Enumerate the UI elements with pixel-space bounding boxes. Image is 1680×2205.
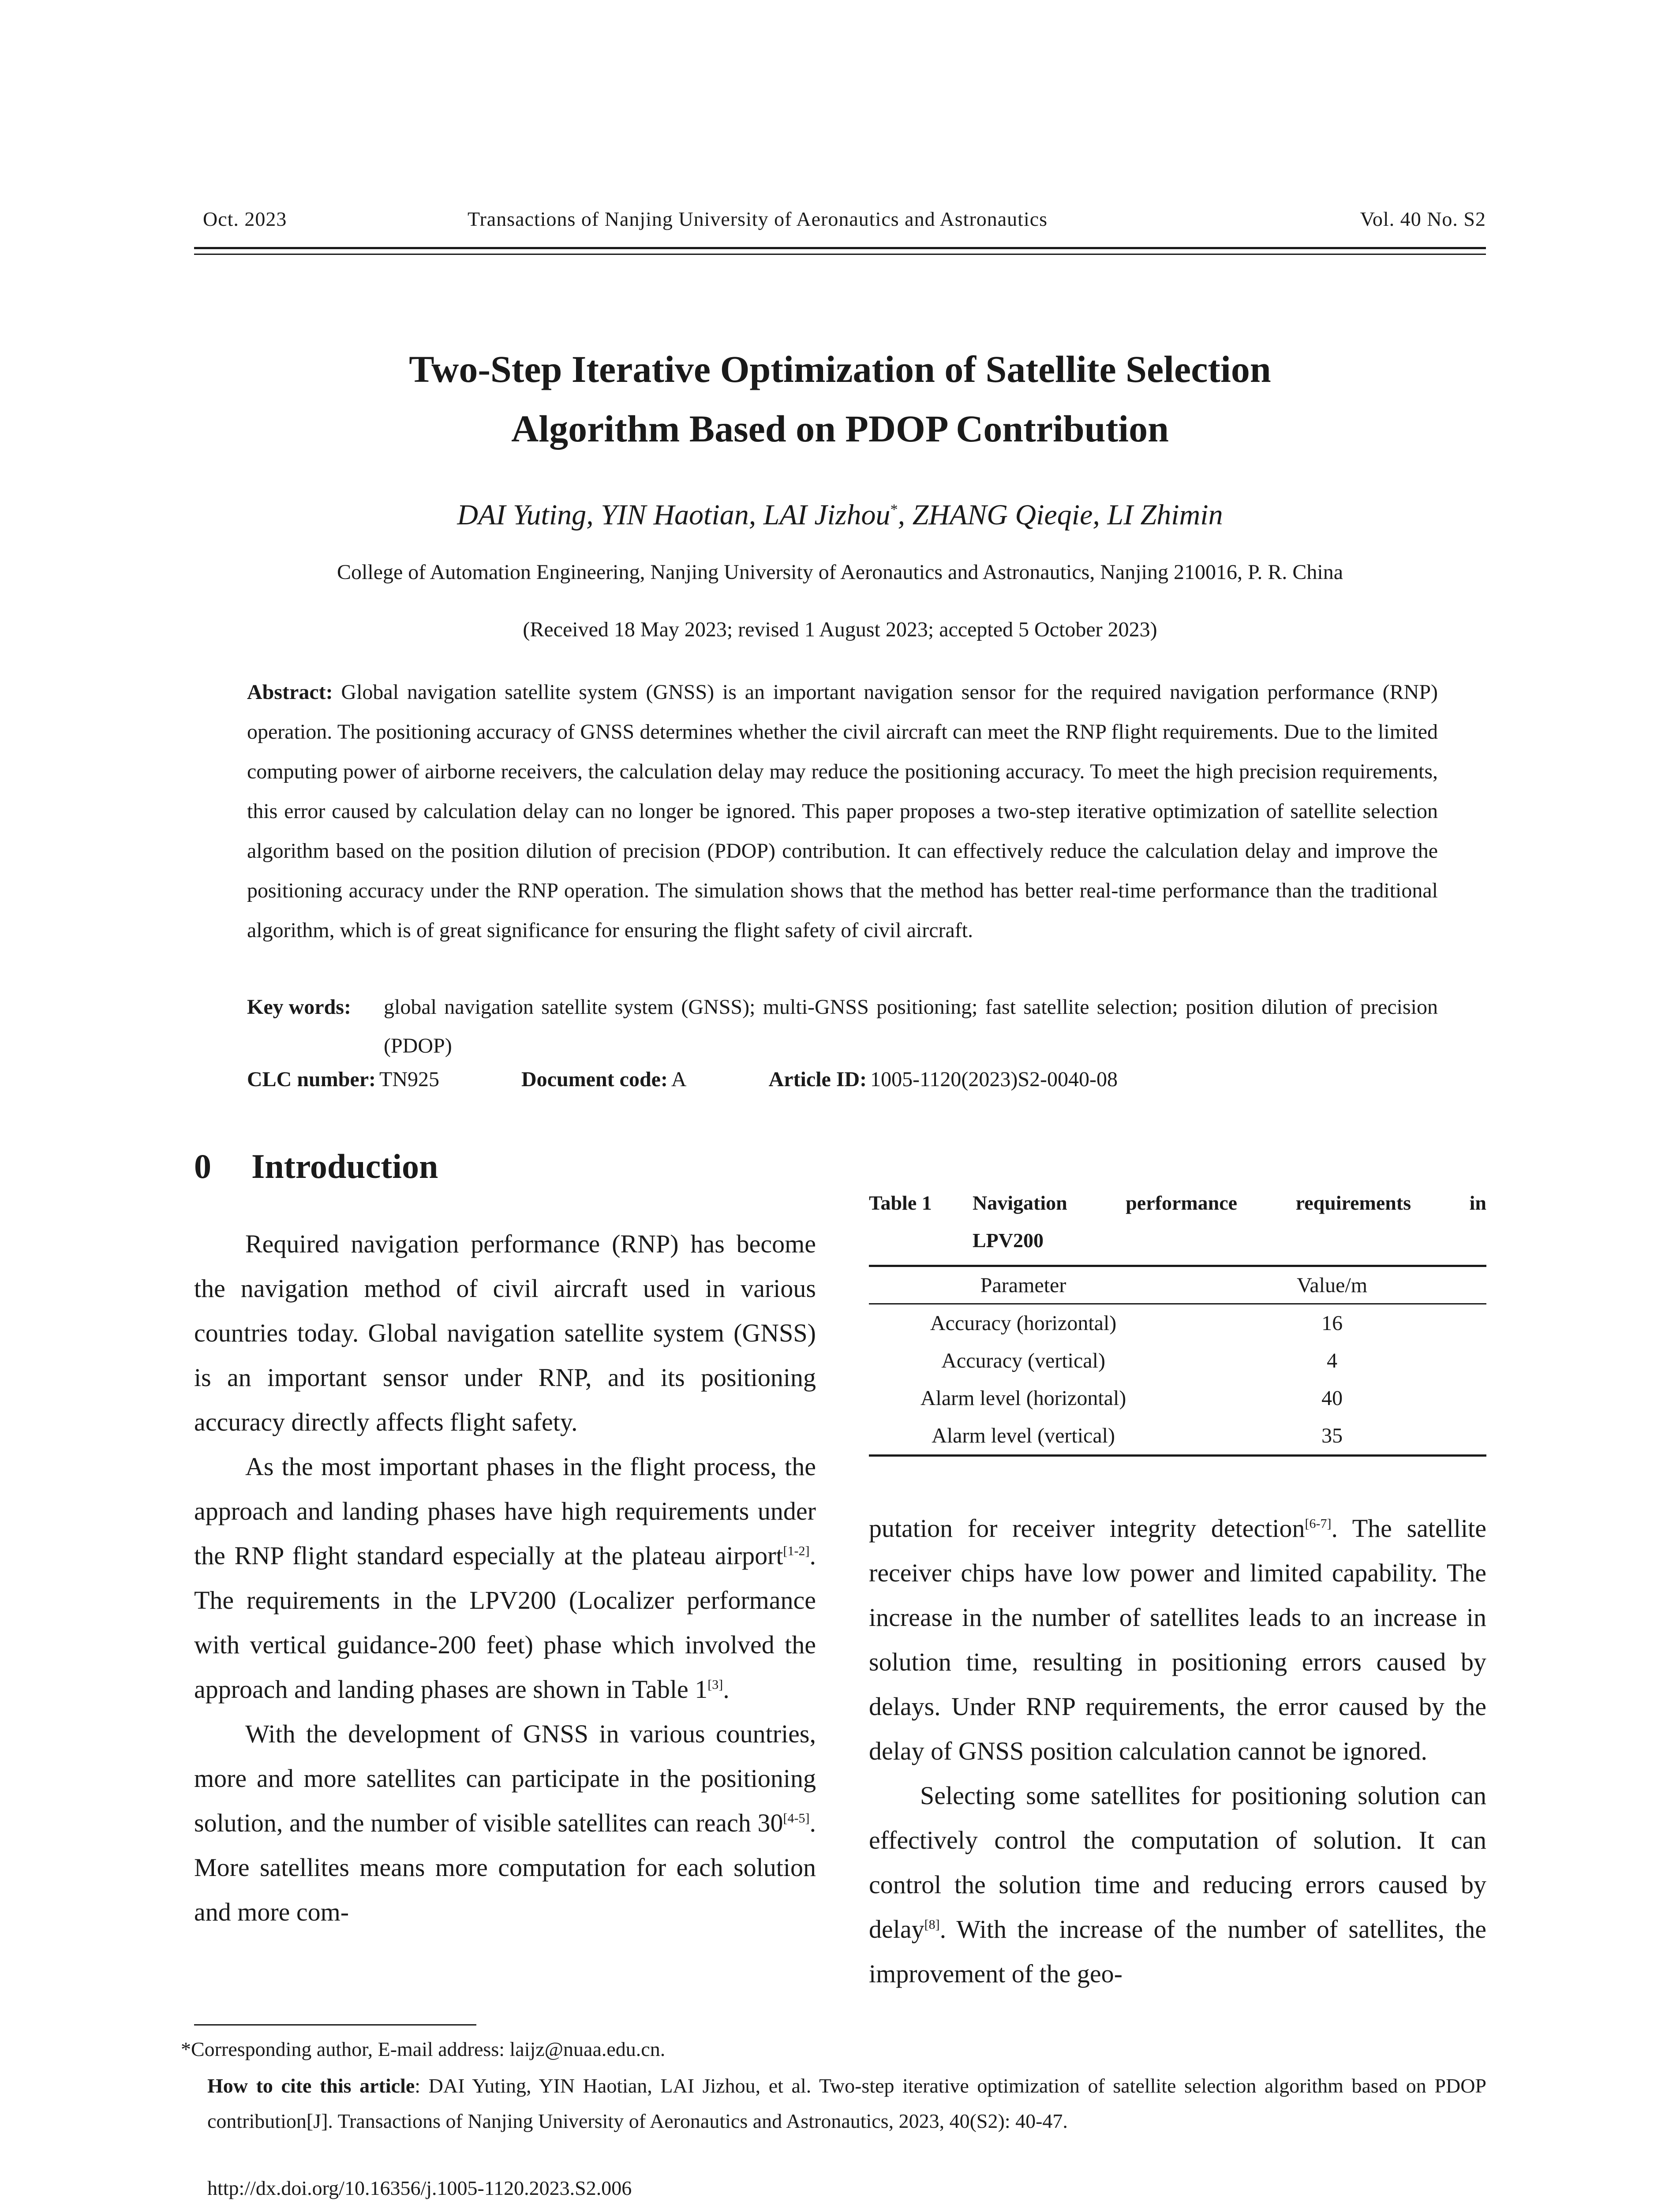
author-2: YIN Haotian bbox=[601, 499, 749, 531]
clc-label: CLC number: bbox=[247, 1068, 376, 1091]
abstract-label: Abstract: bbox=[247, 680, 333, 704]
paper-title bbox=[194, 340, 1486, 459]
table-row bbox=[869, 1379, 1486, 1417]
keywords bbox=[247, 988, 1438, 1065]
citation-ref: [1-2] bbox=[783, 1544, 810, 1558]
table-label: Table 1 bbox=[869, 1192, 932, 1214]
paragraph-continued: putation for receiver integrity detection[6-7]. The satellite receiver chips have low power and limited capability. The increase in the number of satellites leads to an increase in solution time, resulting in positioning errors caused by delays. Under RNP requirements, the error caused by the delay of GNSS position calculation cannot be ignored. bbox=[869, 1514, 1486, 1765]
article-id-value: 1005-1120(2023)S2-0040-08 bbox=[870, 1068, 1118, 1091]
right-column bbox=[869, 1506, 1486, 1996]
citation-ref: [4-5] bbox=[783, 1811, 810, 1826]
header-volume: Vol. 40 No. S2 bbox=[1360, 208, 1486, 230]
author-separator: , bbox=[586, 499, 601, 531]
author-3: LAI Jizhou bbox=[763, 499, 891, 531]
cell-value: 4 bbox=[1327, 1349, 1338, 1372]
author-4: ZHANG Qieqie bbox=[912, 499, 1093, 531]
citation-label: How to cite this article bbox=[207, 2074, 415, 2097]
table-row bbox=[869, 1417, 1486, 1456]
article-id-label: Article ID: bbox=[768, 1068, 867, 1091]
author-list bbox=[194, 498, 1486, 532]
column-header-value: Value/m bbox=[1178, 1266, 1486, 1304]
citation-ref: [3] bbox=[707, 1677, 723, 1692]
received-dates: (Received 18 May 2023; revised 1 August 2023; accepted 5 October 2023) bbox=[523, 618, 1157, 641]
header-rule-thick bbox=[194, 247, 1486, 249]
abstract bbox=[247, 673, 1438, 950]
citation-text: : DAI Yuting, YIN Haotian, LAI Jizhou, et al. Two-step iterative optimization of satellite selection algorithm based on PDOP contribution[J]. Transactions of Nanjing University of Aeronautics and Astronautics, 2023, 40(S2): 40-47. bbox=[207, 2074, 1486, 2132]
classification-row bbox=[247, 1067, 1438, 1091]
table-header-row bbox=[869, 1266, 1486, 1304]
header-journal: Transactions of Nanjing University of Aeronautics and Astronautics bbox=[468, 208, 1048, 230]
corresponding-mark: * bbox=[890, 501, 898, 518]
author-1: DAI Yuting bbox=[457, 499, 587, 531]
footnote-rule bbox=[194, 2024, 476, 2026]
paragraph: As the most important phases in the flight process, the approach and landing phases have high requirements under the RNP flight standard especially at the plateau airport[1-2]. The requirements in the LPV200 (Localizer performance with vertical guidance-200 feet) phase which involved the approach and landing phases are shown in Table 1[3]. bbox=[194, 1452, 816, 1704]
cell-parameter: Alarm level (horizontal) bbox=[920, 1387, 1126, 1410]
paragraph: With the development of GNSS in various countries, more and more satellites can participate in the positioning solution, and the number of visible satellites can reach 30[4-5]. More satellites means more computation for each solution and more com- bbox=[194, 1719, 816, 1926]
left-column bbox=[194, 1222, 816, 1934]
author-5: LI Zhimin bbox=[1107, 499, 1223, 531]
section-number: 0 bbox=[194, 1147, 211, 1185]
caption-line-1: Navigation performance requirements in bbox=[973, 1192, 1486, 1214]
cell-parameter: Accuracy (vertical) bbox=[941, 1349, 1105, 1372]
corresponding-author-note: *Corresponding author, E-mail address: laijz@nuaa.edu.cn. bbox=[181, 2038, 666, 2060]
citation-ref: [6-7] bbox=[1305, 1516, 1332, 1531]
caption-line-2: LPV200 bbox=[973, 1229, 1044, 1252]
keywords-text: global navigation satellite system (GNSS); multi-GNSS positioning; fast satellite selection; position dilution of precision (PDOP) bbox=[384, 995, 1438, 1058]
document-code-label: Document code: bbox=[521, 1068, 668, 1091]
requirements-table bbox=[869, 1265, 1486, 1457]
title-line-1: Two-Step Iterative Optimization of Satellite Selection bbox=[409, 348, 1271, 390]
section-heading bbox=[194, 1147, 438, 1186]
table-row bbox=[869, 1304, 1486, 1342]
citation-note bbox=[207, 2068, 1486, 2139]
section-title: Introduction bbox=[251, 1147, 438, 1185]
header-date: Oct. 2023 bbox=[203, 208, 287, 230]
document-code-value: A bbox=[671, 1068, 687, 1091]
title-line-2: Algorithm Based on PDOP Contribution bbox=[511, 407, 1169, 450]
paragraph: Required navigation performance (RNP) has become the navigation method of civil aircraft used in various countries today. Global navigation satellite system (GNSS) is an important sensor under RNP, and its positioning accuracy directly affects flight safety. bbox=[194, 1230, 816, 1436]
keywords-label: Key words: bbox=[247, 995, 351, 1019]
cell-value: 35 bbox=[1178, 1417, 1486, 1456]
citation-ref: [8] bbox=[924, 1917, 940, 1932]
affiliation: College of Automation Engineering, Nanjing University of Aeronautics and Astronautics, Nanjing 210016, P. R. China bbox=[337, 561, 1343, 584]
cell-parameter: Alarm level (vertical) bbox=[869, 1417, 1178, 1456]
author-separator: , bbox=[898, 499, 913, 531]
header-rule-thin bbox=[194, 254, 1486, 255]
author-separator: , bbox=[1093, 499, 1108, 531]
table-row bbox=[869, 1342, 1486, 1379]
abstract-text: Global navigation satellite system (GNSS) is an important navigation sensor for the required navigation performance (RNP) operation. The positioning accuracy of GNSS determines whether the civil aircraft can meet the RNP flight requirements. Due to the limited computing power of airborne receivers, the calculation delay may reduce the positioning accuracy. To meet the high precision requirements, this error caused by calculation delay can no longer be ignored. This paper proposes a two-step iterative optimization of satellite selection algorithm based on the position dilution of precision (PDOP) contribution. It can effectively reduce the calculation delay and improve the positioning accuracy under the RNP operation. The simulation shows that the method has better real-time performance than the traditional algorithm, which is of great significance for ensuring the flight safety of civil aircraft. bbox=[247, 680, 1438, 942]
cell-value: 40 bbox=[1321, 1387, 1343, 1410]
cell-value: 16 bbox=[1321, 1312, 1343, 1335]
doi-link[interactable]: http://dx.doi.org/10.16356/j.1005-1120.2023.S2.006 bbox=[207, 2177, 632, 2199]
table-caption bbox=[869, 1184, 1486, 1259]
author-separator: , bbox=[748, 499, 763, 531]
cell-parameter: Accuracy (horizontal) bbox=[930, 1312, 1117, 1335]
paragraph: Selecting some satellites for positioning solution can effectively control the computation of solution. It can control the solution time and reducing errors caused by delay[8]. With the increase of the number of satellites, the improvement of the geo- bbox=[869, 1781, 1486, 1988]
clc-value: TN925 bbox=[379, 1068, 439, 1091]
column-header-parameter: Parameter bbox=[869, 1266, 1178, 1304]
